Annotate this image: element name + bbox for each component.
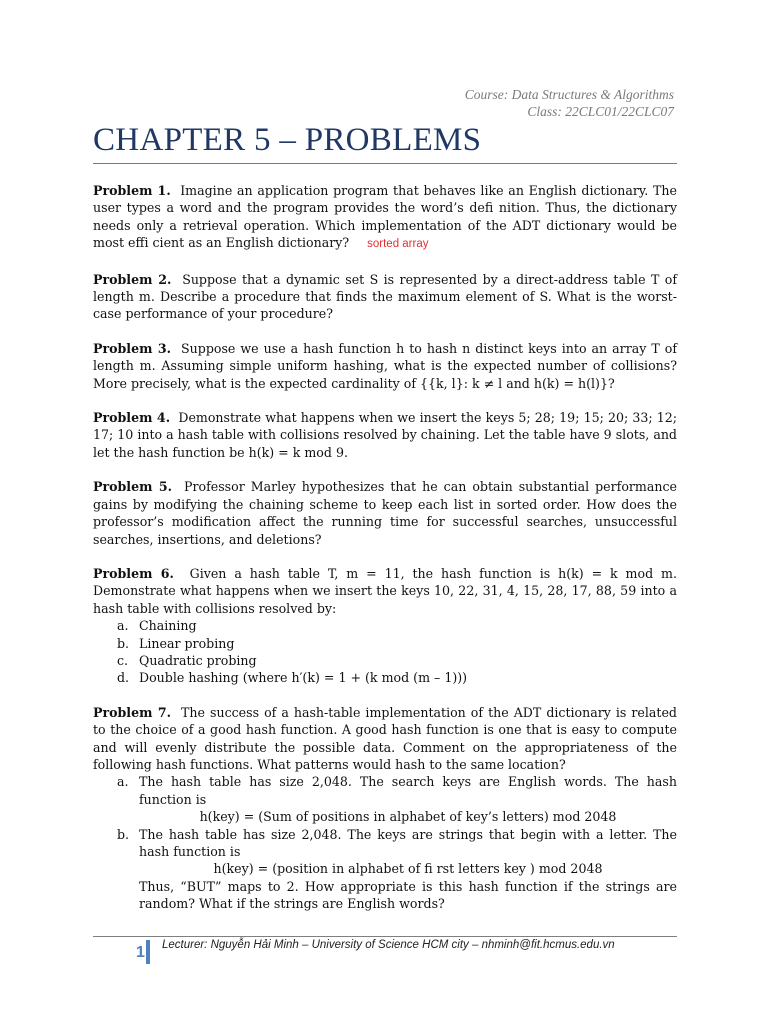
page-number: 1 bbox=[136, 944, 145, 961]
problem-4 bbox=[93, 409, 677, 461]
footer-divider bbox=[93, 936, 677, 937]
class-name: Class: 22CLC01/22CLC07 bbox=[527, 104, 674, 119]
problem-7 bbox=[93, 704, 677, 913]
problem-text: Given a hash table T, m = 11, the hash function is h(k) = k mod m. Demonstrate what happens when we insert the keys 10, 22, 31, 4, 15, 28, 17, 88, 59 into a hash table with collisions resolved by: bbox=[93, 565, 677, 616]
problem-label: Problem 3. bbox=[93, 340, 171, 356]
course-name: Course: Data Structures & Algorithms bbox=[464, 87, 674, 102]
problem-2 bbox=[93, 271, 677, 323]
problem-1 bbox=[93, 182, 677, 254]
problem-label: Problem 6. bbox=[93, 565, 174, 581]
list-item: b. Linear probing bbox=[117, 635, 235, 651]
problem-label: Problem 5. bbox=[93, 479, 172, 495]
list-item: c. Quadratic probing bbox=[117, 652, 257, 668]
problem-5 bbox=[93, 478, 677, 548]
problem-text: Professor Marley hypothesizes that he can obtain substantial performance gains by modifying the chaining scheme to keep each list in sorted order. How does the professor’s modification affect the running time for successful searches, unsuccessful searches, insertions, and deletions? bbox=[93, 479, 677, 547]
problem-text: Suppose we use a hash function h to hash n distinct keys into an array T of length m. Assuming simple uniform hashing, what is the expected number of collisions? More precisely, what is the expected cardinality of {{k, l}: k ≠ l and h(k) = h(l)}? bbox=[93, 340, 677, 391]
problem-text: The success of a hash-table implementation of the ADT dictionary is related to the choice of a good hash function. A good hash function is one that is easy to compute and will evenly distribute the possible data. Comment on the appropriateness of the following hash functions. What patterns would hash to the same location? bbox=[93, 704, 677, 772]
footer-text: Lecturer: Nguyễn Hải Minh – University of Science HCM city – nhminh@fit.hcmus.edu.vn bbox=[162, 939, 615, 951]
problem-text: Demonstrate what happens when we insert the keys 5; 28; 19; 15; 20; 33; 12; 17; 10 into a hash table with collisions resolved by chaining. Let the table have 9 slots, and let the hash function be h(k) = k mod 9. bbox=[93, 410, 678, 460]
problem-label: Problem 2. bbox=[93, 271, 172, 287]
item-text: The hash table has size 2,048. The search keys are English words. The hash function is bbox=[139, 774, 677, 807]
page-number-bar bbox=[146, 940, 150, 964]
problem-label: Problem 1. bbox=[93, 183, 171, 198]
sub-items bbox=[93, 617, 677, 687]
item-followup: Thus, “BUT” maps to 2. How appropriate is this hash function if the strings are random? What if the strings are English words? bbox=[139, 878, 677, 912]
problem-6 bbox=[93, 565, 677, 687]
problems-list bbox=[93, 182, 677, 930]
sub-items bbox=[93, 773, 677, 912]
title-divider bbox=[93, 163, 677, 164]
list-item: d. Double hashing (where h′(k) = 1 + (k mod (m – 1))) bbox=[117, 670, 468, 686]
hash-formula: h(key) = (Sum of positions in alphabet of key’s letters) mod 2048 bbox=[199, 809, 617, 825]
item-text: The hash table has size 2,048. The keys are strings that begin with a letter. The hash function is bbox=[139, 826, 677, 859]
problem-label: Problem 4. bbox=[93, 410, 171, 426]
problem-text: Suppose that a dynamic set S is represented by a direct-address table T of length m. Describe a procedure that finds the maximum element of S. What is the worst-case performance of your procedure? bbox=[93, 271, 677, 322]
chapter-title: CHAPTER 5 – PROBLEMS bbox=[93, 122, 482, 158]
problem-3 bbox=[93, 340, 677, 392]
problem-label: Problem 7. bbox=[93, 704, 171, 720]
problem-text: Imagine an application program that behaves like an English dictionary. The user types a word and the program provides the word’s defi nition. Thus, the dictionary needs only a retrieval operation. Which implementation of the ADT dictionary would be most effi cient as an English dictionary? bbox=[93, 183, 677, 251]
course-header bbox=[465, 86, 674, 120]
list-item: b. The hash table has size 2,048. The keys are strings that begin with a letter. The hash function is h(key) = (position in alphabet of fi rst letters key ) mod 2048 Thus, “BUT” maps to 2. How appropriate is this hash function if the strings are random? What if the strings are English words? bbox=[117, 826, 677, 912]
hash-formula: h(key) = (position in alphabet of fi rst letters key ) mod 2048 bbox=[213, 861, 603, 877]
handwritten-note: sorted array bbox=[367, 238, 429, 251]
list-item: a. The hash table has size 2,048. The search keys are English words. The hash function is h(key) = (Sum of positions in alphabet of key’s letters) mod 2048 bbox=[117, 774, 677, 825]
list-item: a. Chaining bbox=[117, 618, 197, 634]
